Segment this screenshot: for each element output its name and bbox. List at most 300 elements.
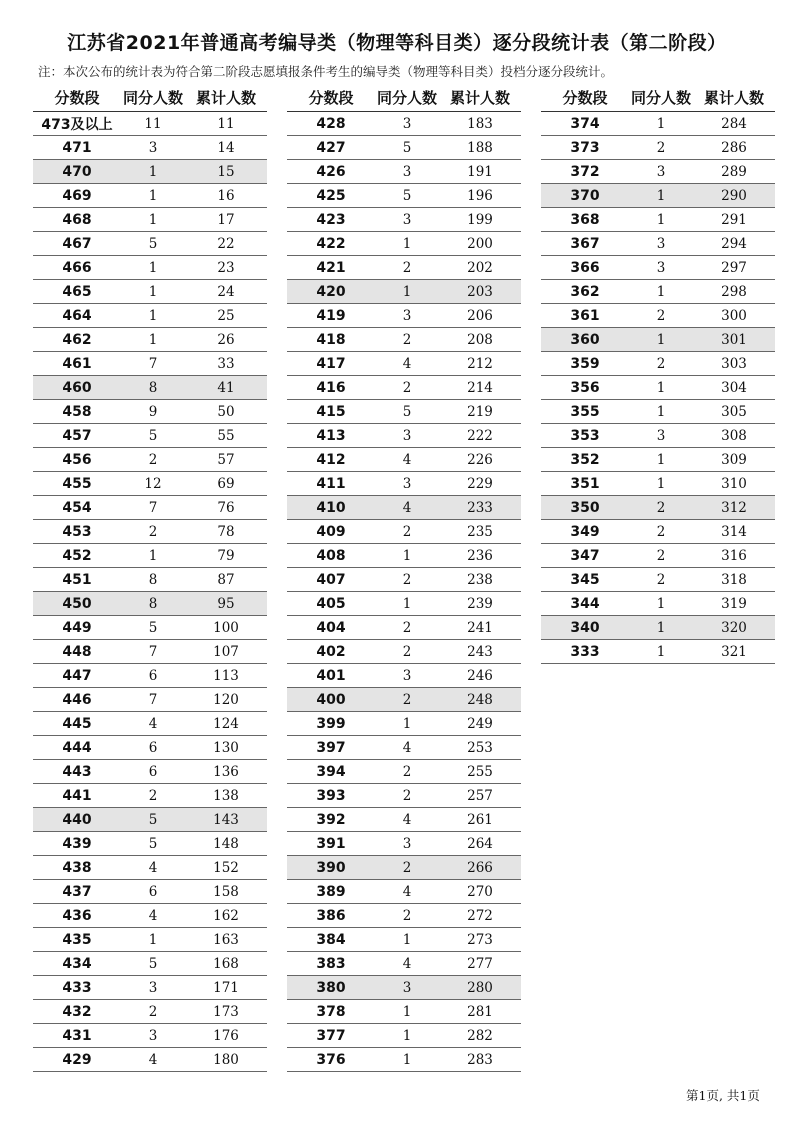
count-cell: 1: [375, 712, 439, 736]
score-cell: 351: [541, 472, 629, 496]
table-row: [287, 832, 521, 856]
table-row: [33, 712, 267, 736]
table-row: [33, 976, 267, 1000]
table-row: [33, 664, 267, 688]
score-cell: 344: [541, 592, 629, 616]
cumulative-cell: 162: [185, 904, 267, 928]
count-cell: 2: [629, 136, 693, 160]
score-cell: 419: [287, 304, 375, 328]
score-cell: 370: [541, 184, 629, 208]
cumulative-cell: 249: [439, 712, 521, 736]
table-row: [541, 568, 775, 592]
count-cell: 3: [375, 160, 439, 184]
count-cell: 2: [121, 1000, 185, 1024]
table-row: [33, 1048, 267, 1072]
table-row: [287, 1048, 521, 1072]
cumulative-cell: 309: [693, 448, 775, 472]
table-row: [287, 880, 521, 904]
score-cell: 453: [33, 520, 121, 544]
table-row: [287, 856, 521, 880]
table-row: [33, 112, 267, 136]
score-cell: 426: [287, 160, 375, 184]
table-row: [287, 1000, 521, 1024]
table-row: [33, 952, 267, 976]
count-cell: 4: [375, 880, 439, 904]
count-cell: 1: [629, 400, 693, 424]
score-cell: 393: [287, 784, 375, 808]
cumulative-cell: 168: [185, 952, 267, 976]
table-row: [33, 904, 267, 928]
score-cell: 413: [287, 424, 375, 448]
cumulative-cell: 286: [693, 136, 775, 160]
table-row: [287, 136, 521, 160]
score-cell: 440: [33, 808, 121, 832]
cumulative-cell: 23: [185, 256, 267, 280]
table-row: [541, 400, 775, 424]
score-cell: 378: [287, 1000, 375, 1024]
cumulative-cell: 24: [185, 280, 267, 304]
score-cell: 432: [33, 1000, 121, 1024]
score-cell: 416: [287, 376, 375, 400]
count-cell: 1: [629, 112, 693, 136]
table-row: [287, 376, 521, 400]
cumulative-cell: 314: [693, 520, 775, 544]
count-cell: 1: [629, 376, 693, 400]
score-cell: 466: [33, 256, 121, 280]
score-cell: 457: [33, 424, 121, 448]
cumulative-cell: 176: [185, 1024, 267, 1048]
cumulative-cell: 233: [439, 496, 521, 520]
count-cell: 1: [375, 232, 439, 256]
cumulative-cell: 291: [693, 208, 775, 232]
header-same-score-count: 同分人数: [375, 84, 439, 112]
count-cell: 1: [629, 472, 693, 496]
cumulative-cell: 163: [185, 928, 267, 952]
count-cell: 1: [121, 208, 185, 232]
score-cell: 435: [33, 928, 121, 952]
cumulative-cell: 283: [439, 1048, 521, 1072]
count-cell: 5: [121, 832, 185, 856]
table-row: [287, 304, 521, 328]
cumulative-cell: 300: [693, 304, 775, 328]
table-row: [541, 592, 775, 616]
table-row: [33, 808, 267, 832]
count-cell: 4: [375, 952, 439, 976]
cumulative-cell: 305: [693, 400, 775, 424]
score-cell: 404: [287, 616, 375, 640]
table-header-row: [33, 84, 267, 112]
count-cell: 7: [121, 688, 185, 712]
table-row: [287, 736, 521, 760]
cumulative-cell: 235: [439, 520, 521, 544]
score-cell: 448: [33, 640, 121, 664]
table-row: [33, 736, 267, 760]
table-row: [287, 520, 521, 544]
count-cell: 11: [121, 112, 185, 136]
cumulative-cell: 79: [185, 544, 267, 568]
score-table-1: [33, 84, 267, 1072]
score-cell: 411: [287, 472, 375, 496]
table-row: [33, 832, 267, 856]
count-cell: 2: [629, 520, 693, 544]
table-row: [287, 760, 521, 784]
score-cell: 373: [541, 136, 629, 160]
count-cell: 2: [375, 616, 439, 640]
table-row: [33, 1024, 267, 1048]
table-row: [541, 424, 775, 448]
count-cell: 2: [121, 784, 185, 808]
cumulative-cell: 173: [185, 1000, 267, 1024]
table-row: [287, 112, 521, 136]
score-cell: 397: [287, 736, 375, 760]
score-cell: 433: [33, 976, 121, 1000]
count-cell: 5: [375, 400, 439, 424]
count-cell: 3: [375, 208, 439, 232]
header-same-score-count: 同分人数: [121, 84, 185, 112]
count-cell: 2: [375, 688, 439, 712]
cumulative-cell: 188: [439, 136, 521, 160]
score-cell: 454: [33, 496, 121, 520]
score-cell: 438: [33, 856, 121, 880]
count-cell: 3: [629, 232, 693, 256]
count-cell: 4: [375, 352, 439, 376]
cumulative-cell: 26: [185, 328, 267, 352]
score-cell: 391: [287, 832, 375, 856]
table-row: [287, 592, 521, 616]
cumulative-cell: 14: [185, 136, 267, 160]
count-cell: 2: [629, 352, 693, 376]
cumulative-cell: 310: [693, 472, 775, 496]
table-row: [287, 808, 521, 832]
cumulative-cell: 100: [185, 616, 267, 640]
count-cell: 3: [375, 424, 439, 448]
score-cell: 353: [541, 424, 629, 448]
count-cell: 6: [121, 736, 185, 760]
score-cell: 340: [541, 616, 629, 640]
table-header-row: [287, 84, 521, 112]
score-cell: 470: [33, 160, 121, 184]
page-footer: 第1页, 共1页: [686, 1088, 760, 1103]
cumulative-cell: 158: [185, 880, 267, 904]
cumulative-cell: 261: [439, 808, 521, 832]
cumulative-cell: 304: [693, 376, 775, 400]
score-cell: 449: [33, 616, 121, 640]
count-cell: 4: [121, 712, 185, 736]
count-cell: 2: [629, 304, 693, 328]
table-row: [33, 1000, 267, 1024]
score-cell: 401: [287, 664, 375, 688]
count-cell: 9: [121, 400, 185, 424]
count-cell: 2: [375, 568, 439, 592]
count-cell: 3: [375, 664, 439, 688]
table-row: [541, 280, 775, 304]
count-cell: 7: [121, 496, 185, 520]
count-cell: 3: [375, 832, 439, 856]
cumulative-cell: 16: [185, 184, 267, 208]
count-cell: 1: [121, 184, 185, 208]
table-row: [33, 208, 267, 232]
count-cell: 4: [375, 496, 439, 520]
score-cell: 372: [541, 160, 629, 184]
table-row: [33, 376, 267, 400]
cumulative-cell: 289: [693, 160, 775, 184]
table-row: [287, 280, 521, 304]
score-cell: 350: [541, 496, 629, 520]
table-row: [33, 856, 267, 880]
cumulative-cell: 241: [439, 616, 521, 640]
table-row: [287, 568, 521, 592]
score-cell: 443: [33, 760, 121, 784]
count-cell: 3: [375, 304, 439, 328]
table-row: [33, 256, 267, 280]
score-cell: 434: [33, 952, 121, 976]
score-cell: 447: [33, 664, 121, 688]
table-note: 注：本次公布的统计表为符合第二阶段志愿填报条件考生的编导类（物理等科目类）投档分逐分段统计。: [38, 64, 614, 79]
table-row: [287, 328, 521, 352]
header-same-score-count: 同分人数: [629, 84, 693, 112]
table-row: [541, 616, 775, 640]
count-cell: 1: [121, 328, 185, 352]
table-row: [33, 400, 267, 424]
score-cell: 402: [287, 640, 375, 664]
table-row: [287, 616, 521, 640]
table-row: [33, 616, 267, 640]
cumulative-cell: 206: [439, 304, 521, 328]
count-cell: 3: [629, 424, 693, 448]
count-cell: 5: [121, 616, 185, 640]
count-cell: 1: [629, 280, 693, 304]
score-cell: 355: [541, 400, 629, 424]
cumulative-cell: 183: [439, 112, 521, 136]
count-cell: 3: [629, 160, 693, 184]
score-cell: 389: [287, 880, 375, 904]
table-row: [287, 904, 521, 928]
cumulative-cell: 248: [439, 688, 521, 712]
count-cell: 5: [121, 232, 185, 256]
count-cell: 8: [121, 592, 185, 616]
score-cell: 390: [287, 856, 375, 880]
cumulative-cell: 55: [185, 424, 267, 448]
cumulative-cell: 200: [439, 232, 521, 256]
count-cell: 4: [375, 808, 439, 832]
cumulative-cell: 238: [439, 568, 521, 592]
score-cell: 436: [33, 904, 121, 928]
count-cell: 2: [629, 544, 693, 568]
table-row: [541, 136, 775, 160]
table-row: [541, 352, 775, 376]
score-cell: 465: [33, 280, 121, 304]
table-row: [33, 472, 267, 496]
cumulative-cell: 280: [439, 976, 521, 1000]
table-row: [287, 160, 521, 184]
score-cell: 455: [33, 472, 121, 496]
score-cell: 423: [287, 208, 375, 232]
cumulative-cell: 33: [185, 352, 267, 376]
count-cell: 1: [121, 544, 185, 568]
header-score-segment: 分数段: [541, 84, 629, 112]
score-cell: 444: [33, 736, 121, 760]
score-cell: 437: [33, 880, 121, 904]
score-cell: 458: [33, 400, 121, 424]
count-cell: 2: [375, 760, 439, 784]
cumulative-cell: 57: [185, 448, 267, 472]
table-row: [287, 208, 521, 232]
cumulative-cell: 229: [439, 472, 521, 496]
score-cell: 356: [541, 376, 629, 400]
score-cell: 462: [33, 328, 121, 352]
count-cell: 1: [375, 280, 439, 304]
count-cell: 2: [375, 856, 439, 880]
count-cell: 5: [375, 184, 439, 208]
table-row: [541, 472, 775, 496]
table-row: [287, 640, 521, 664]
header-cumulative-count: 累计人数: [185, 84, 267, 112]
score-cell: 376: [287, 1048, 375, 1072]
count-cell: 1: [629, 616, 693, 640]
table-row: [33, 640, 267, 664]
cumulative-cell: 143: [185, 808, 267, 832]
count-cell: 2: [121, 520, 185, 544]
cumulative-cell: 257: [439, 784, 521, 808]
cumulative-cell: 281: [439, 1000, 521, 1024]
cumulative-cell: 255: [439, 760, 521, 784]
table-row: [287, 232, 521, 256]
cumulative-cell: 180: [185, 1048, 267, 1072]
cumulative-cell: 136: [185, 760, 267, 784]
table-row: [33, 592, 267, 616]
table-row: [33, 448, 267, 472]
count-cell: 3: [121, 976, 185, 1000]
score-cell: 421: [287, 256, 375, 280]
cumulative-cell: 270: [439, 880, 521, 904]
table-row: [287, 928, 521, 952]
table-row: [33, 352, 267, 376]
table-row: [33, 328, 267, 352]
cumulative-cell: 208: [439, 328, 521, 352]
cumulative-cell: 69: [185, 472, 267, 496]
table-row: [287, 784, 521, 808]
score-cell: 333: [541, 640, 629, 664]
table-row: [287, 712, 521, 736]
table-row: [541, 184, 775, 208]
count-cell: 1: [375, 928, 439, 952]
count-cell: 2: [375, 376, 439, 400]
table-row: [287, 664, 521, 688]
header-cumulative-count: 累计人数: [693, 84, 775, 112]
score-cell: 469: [33, 184, 121, 208]
count-cell: 3: [375, 472, 439, 496]
score-cell: 429: [33, 1048, 121, 1072]
count-cell: 1: [629, 592, 693, 616]
cumulative-cell: 202: [439, 256, 521, 280]
cumulative-cell: 113: [185, 664, 267, 688]
count-cell: 2: [629, 568, 693, 592]
score-cell: 412: [287, 448, 375, 472]
cumulative-cell: 284: [693, 112, 775, 136]
score-cell: 360: [541, 328, 629, 352]
cumulative-cell: 171: [185, 976, 267, 1000]
count-cell: 5: [375, 136, 439, 160]
cumulative-cell: 107: [185, 640, 267, 664]
cumulative-cell: 41: [185, 376, 267, 400]
count-cell: 1: [375, 592, 439, 616]
count-cell: 2: [375, 640, 439, 664]
score-cell: 362: [541, 280, 629, 304]
count-cell: 2: [629, 496, 693, 520]
cumulative-cell: 199: [439, 208, 521, 232]
count-cell: 1: [629, 448, 693, 472]
score-cell: 446: [33, 688, 121, 712]
score-cell: 374: [541, 112, 629, 136]
count-cell: 7: [121, 352, 185, 376]
count-cell: 1: [121, 256, 185, 280]
score-cell: 461: [33, 352, 121, 376]
score-cell: 366: [541, 256, 629, 280]
score-cell: 392: [287, 808, 375, 832]
score-cell: 468: [33, 208, 121, 232]
score-cell: 422: [287, 232, 375, 256]
score-cell: 408: [287, 544, 375, 568]
count-cell: 7: [121, 640, 185, 664]
score-cell: 377: [287, 1024, 375, 1048]
cumulative-cell: 124: [185, 712, 267, 736]
score-cell: 464: [33, 304, 121, 328]
count-cell: 3: [121, 1024, 185, 1048]
table-row: [287, 472, 521, 496]
cumulative-cell: 120: [185, 688, 267, 712]
cumulative-cell: 266: [439, 856, 521, 880]
table-row: [33, 280, 267, 304]
count-cell: 6: [121, 880, 185, 904]
table-row: [33, 928, 267, 952]
table-row: [33, 880, 267, 904]
table-row: [287, 184, 521, 208]
table-row: [541, 448, 775, 472]
cumulative-cell: 152: [185, 856, 267, 880]
table-row: [541, 496, 775, 520]
table-row: [287, 352, 521, 376]
count-cell: 2: [121, 448, 185, 472]
score-cell: 441: [33, 784, 121, 808]
table-row: [287, 496, 521, 520]
score-cell: 349: [541, 520, 629, 544]
cumulative-cell: 214: [439, 376, 521, 400]
cumulative-cell: 253: [439, 736, 521, 760]
score-cell: 405: [287, 592, 375, 616]
cumulative-cell: 11: [185, 112, 267, 136]
score-cell: 386: [287, 904, 375, 928]
score-table-3: [541, 84, 775, 664]
table-row: [287, 448, 521, 472]
score-cell: 460: [33, 376, 121, 400]
cumulative-cell: 239: [439, 592, 521, 616]
cumulative-cell: 321: [693, 640, 775, 664]
table-row: [33, 232, 267, 256]
score-cell: 384: [287, 928, 375, 952]
table-row: [541, 256, 775, 280]
score-cell: 410: [287, 496, 375, 520]
score-cell: 456: [33, 448, 121, 472]
table-row: [541, 328, 775, 352]
score-cell: 445: [33, 712, 121, 736]
score-cell: 427: [287, 136, 375, 160]
table-row: [287, 256, 521, 280]
cumulative-cell: 17: [185, 208, 267, 232]
cumulative-cell: 319: [693, 592, 775, 616]
score-cell: 347: [541, 544, 629, 568]
count-cell: 3: [629, 256, 693, 280]
count-cell: 3: [375, 976, 439, 1000]
